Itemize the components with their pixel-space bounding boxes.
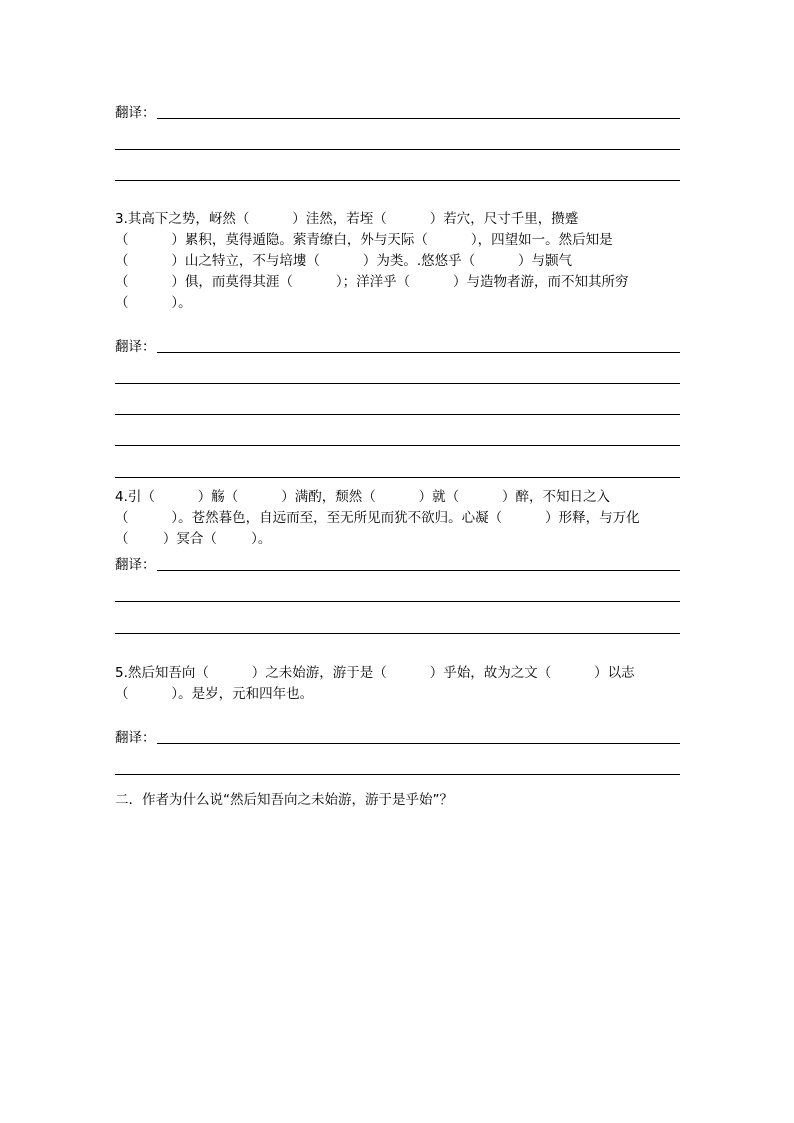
- question-4-line-3: （ ）冥合（ ）。: [115, 531, 272, 547]
- question-5-line-2: （ ）。是岁，元和四年也。: [115, 686, 314, 702]
- answer-line: [115, 774, 680, 775]
- answer-line: [115, 601, 680, 602]
- translation-label-q4: 翻译：: [115, 557, 156, 573]
- answer-line: [157, 118, 680, 119]
- translation-label-q5: 翻译：: [115, 730, 156, 746]
- question-3-line-2: （ ）累积，莫得遁隐。萦青缭白，外与天际（ ），四望如一。然后知是: [115, 232, 613, 248]
- answer-line: [115, 149, 680, 150]
- answer-line: [157, 352, 680, 353]
- question-3-line-4: （ ）俱，而莫得其涯（ ）；洋洋乎（ ）与造物者游，而不知其所穷: [115, 274, 629, 290]
- question-3-line-5: （ ）。: [115, 295, 192, 311]
- answer-line: [115, 180, 680, 181]
- answer-line: [115, 414, 680, 415]
- question-4-line-2: （ ）。苍然暮色，自远而至，至无所见而犹不欲归。心凝（ ）形释，与万化: [115, 510, 640, 526]
- section-2-question: 二．作者为什么说“然后知吾向之未始游，游于是乎始”？: [115, 792, 453, 808]
- question-3-line-3: （ ）山之特立，不与培塿（ ）为类。.悠悠乎（ ）与颢气: [115, 253, 573, 269]
- translation-label-top: 翻译：: [115, 105, 156, 121]
- answer-line: [157, 570, 680, 571]
- answer-line: [115, 477, 680, 478]
- question-3-line-1: 3.其高下之势，岈然（ ）洼然，若垤（ ）若穴，尺寸千里，攒蹙: [115, 211, 579, 227]
- answer-line: [157, 743, 680, 744]
- question-5-line-1: 5.然后知吾向（ ）之未始游，游于是（ ）乎始，故为之文（ ）以志: [115, 665, 635, 681]
- answer-line: [115, 383, 680, 384]
- question-4-line-1: 4.引（ ）觞（ ）满酌，颓然（ ）就（ ）醉，不知日之入: [115, 489, 611, 505]
- answer-line: [115, 445, 680, 446]
- answer-line: [115, 633, 680, 634]
- translation-label-q3: 翻译：: [115, 339, 156, 355]
